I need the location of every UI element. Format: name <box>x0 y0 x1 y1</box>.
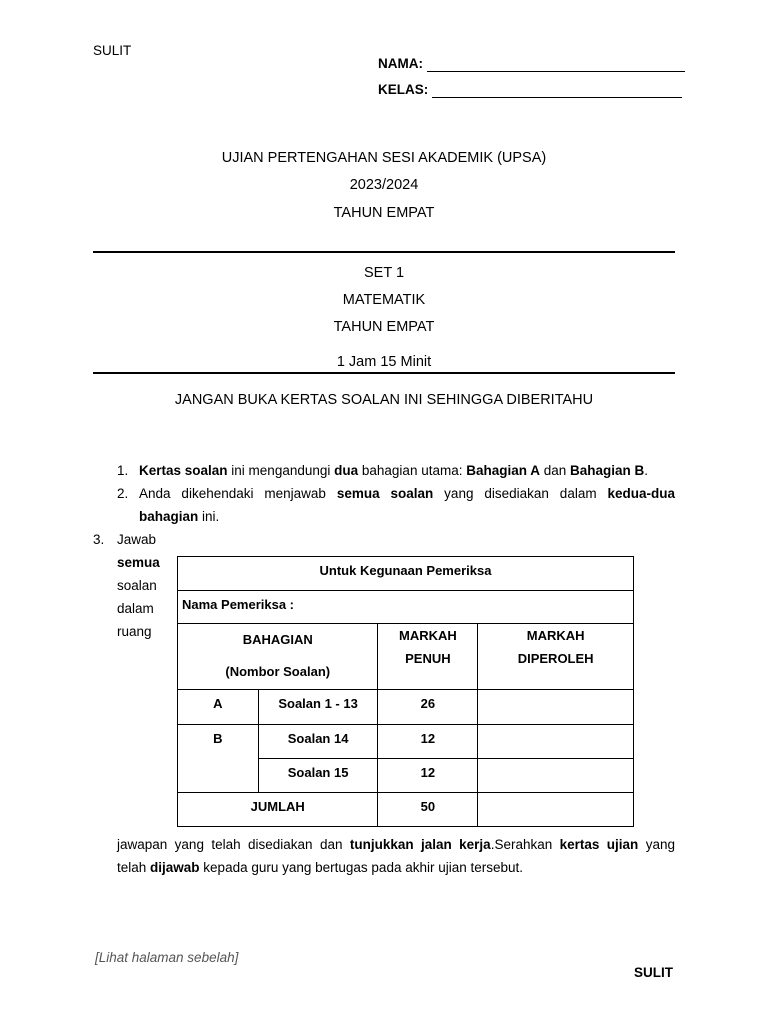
instruction-3-word-dalam: dalam <box>117 601 154 616</box>
kelas-blank-line <box>432 82 682 98</box>
col-header-markah-diperoleh: MARKAH DIPEROLEH <box>478 624 634 690</box>
duration: 1 Jam 15 Minit <box>336 354 432 370</box>
instruction-3-word-semua: semua <box>117 555 160 570</box>
set-label: SET 1 <box>363 265 405 281</box>
instruction-2-number: 2. <box>117 486 129 501</box>
top-divider <box>93 251 675 253</box>
exam-year: 2023/2024 <box>349 177 419 193</box>
instruction-1-number: 1. <box>117 463 129 478</box>
total-obtained-marks[interactable] <box>478 793 634 827</box>
instruction-2-line-1: Anda dikehendaki menjawab semua soalan yang disediakan dalam kedua-dua <box>139 486 675 501</box>
section-cell: B <box>178 725 259 793</box>
instruction-3-word-ruang: ruang <box>117 624 152 639</box>
obtained-marks-cell[interactable] <box>478 725 634 759</box>
examiner-name-cell: Nama Pemeriksa : <box>178 591 634 624</box>
examiner-table <box>177 556 634 827</box>
subject-name: MATEMATIK <box>342 292 426 308</box>
instruction-2-line-2: bahagian ini. <box>139 509 220 524</box>
subject-grade: TAHUN EMPAT <box>333 319 435 335</box>
obtained-marks-cell[interactable] <box>478 759 634 793</box>
full-marks-cell: 12 <box>378 725 478 759</box>
instruction-3-number: 3. <box>93 532 105 547</box>
section-cell: A <box>178 690 259 725</box>
bottom-divider <box>93 372 675 374</box>
exam-grade: TAHUN EMPAT <box>333 205 435 221</box>
full-marks-cell: 26 <box>378 690 478 725</box>
kelas-label: KELAS: <box>378 82 429 97</box>
warning-text: JANGAN BUKA KERTAS SOALAN INI SEHINGGA DIBERITAHU <box>174 392 594 408</box>
total-full-marks: 50 <box>378 793 478 827</box>
exam-title: UJIAN PERTENGAHAN SESI AKADEMIK (UPSA) <box>221 150 547 166</box>
nama-label: NAMA: <box>378 56 423 71</box>
col-header-bahagian: BAHAGIAN (Nombor Soalan) <box>178 624 378 690</box>
instruction-1: Kertas soalan ini mengandungi dua bahagian utama: Bahagian A dan Bahagian B. <box>139 463 649 478</box>
total-label: JUMLAH <box>178 793 378 827</box>
instruction-3-word-jawab: Jawab <box>117 532 157 547</box>
kelas-field <box>378 82 682 98</box>
sulit-top-label: SULIT <box>93 43 132 58</box>
nama-blank-line <box>427 56 685 72</box>
col-header-markah-penuh: MARKAH PENUH <box>378 624 478 690</box>
next-page-note: [Lihat halaman sebelah] <box>95 950 239 965</box>
full-marks-cell: 12 <box>378 759 478 793</box>
table-row <box>178 690 634 725</box>
nama-field <box>378 56 685 72</box>
obtained-marks-cell[interactable] <box>478 690 634 725</box>
questions-cell: Soalan 1 - 13 <box>258 690 378 725</box>
table-heading: Untuk Kegunaan Pemeriksa <box>178 557 634 591</box>
questions-cell: Soalan 15 <box>258 759 378 793</box>
table-row <box>178 725 634 759</box>
instruction-3-line-2: telah dijawab kepada guru yang bertugas pada akhir ujian tersebut. <box>117 860 524 875</box>
instruction-3-line-1: jawapan yang telah disediakan dan tunjukkan jalan kerja.Serahkan kertas ujian yang <box>117 837 675 852</box>
total-row <box>178 793 634 827</box>
sulit-bottom-label: SULIT <box>634 965 673 980</box>
instruction-3-word-soalan: soalan <box>117 578 157 593</box>
questions-cell: Soalan 14 <box>258 725 378 759</box>
